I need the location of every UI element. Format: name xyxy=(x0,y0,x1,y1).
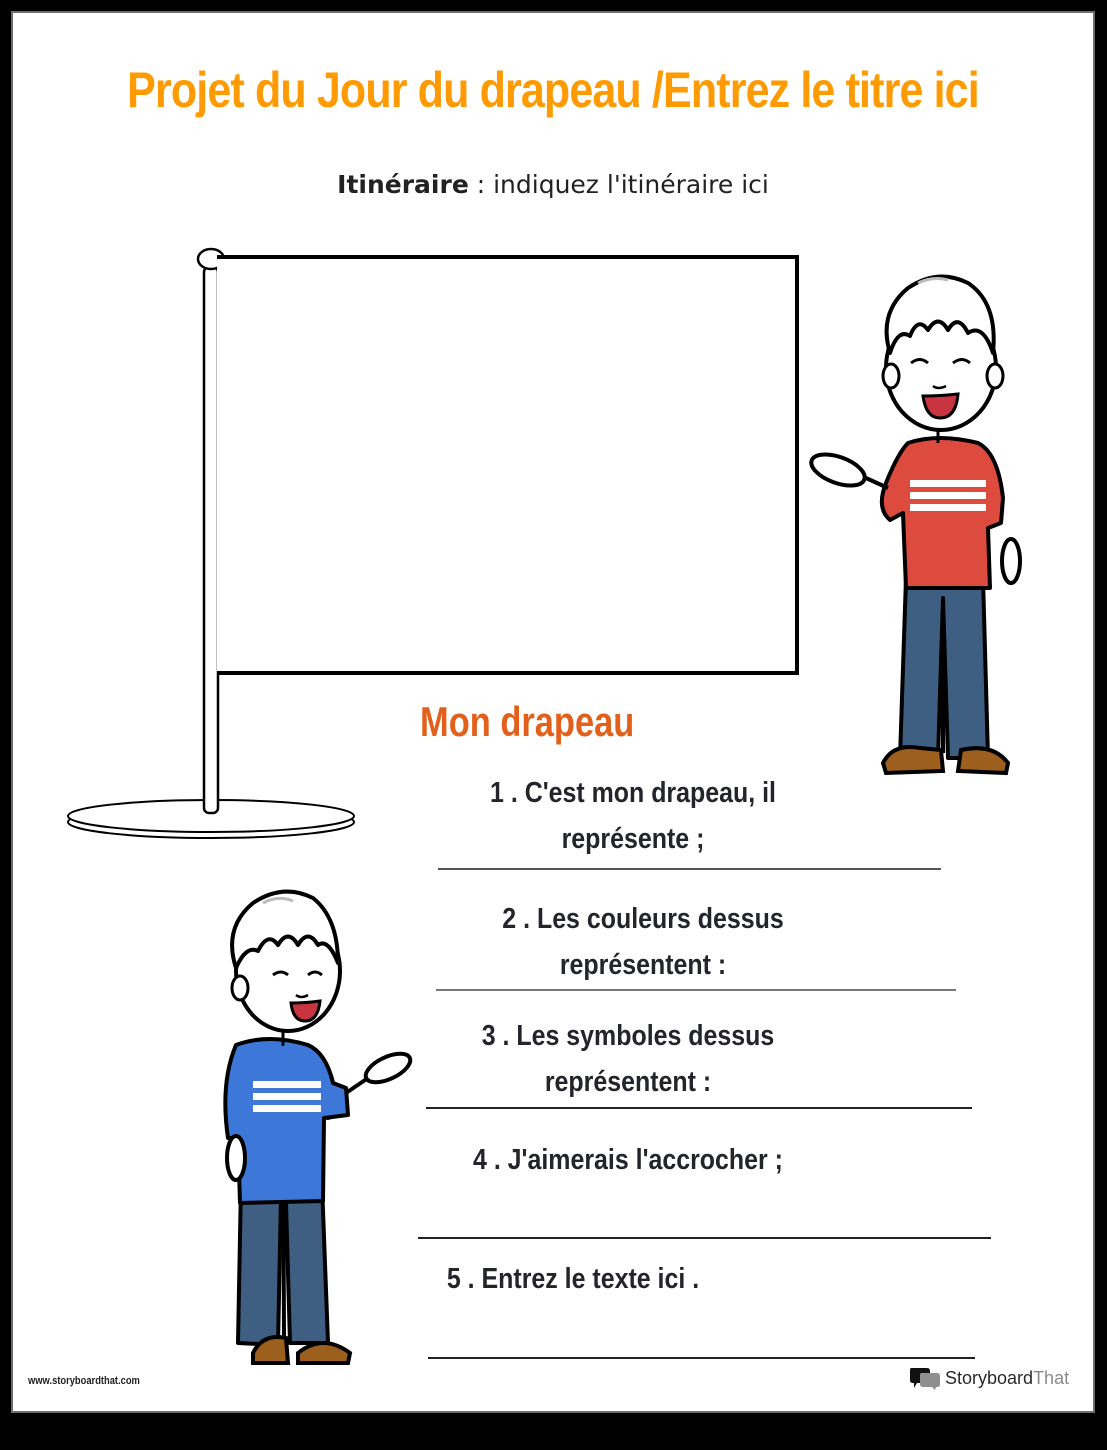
speech-bubbles-icon xyxy=(909,1366,941,1390)
question-3[interactable] xyxy=(408,1013,848,1105)
question-5[interactable] xyxy=(363,1256,783,1302)
footer-url[interactable]: www.storyboardthat.com xyxy=(28,1375,140,1387)
answer-line-3[interactable] xyxy=(426,1107,972,1109)
itinerary-value[interactable]: indiquez l'itinéraire ici xyxy=(493,170,769,199)
logo-text: StoryboardThat xyxy=(945,1367,1070,1388)
worksheet-page xyxy=(11,11,1095,1413)
question-3-line-1: 3 . Les symboles dessus xyxy=(481,1020,775,1052)
question-2-line-1: 2 . Les couleurs dessus xyxy=(502,903,784,935)
itinerary-separator: : xyxy=(468,170,494,199)
question-2[interactable] xyxy=(423,896,863,981)
answer-line-4[interactable] xyxy=(418,1237,991,1239)
question-1[interactable] xyxy=(413,770,853,862)
itinerary-label: Itinéraire xyxy=(337,170,469,199)
page-title[interactable]: Projet du Jour du drapeau /Entrez le titre ici xyxy=(127,62,979,118)
boy-blue-shirt-illustration xyxy=(198,883,413,1383)
question-1-line-1: 1 . C'est mon drapeau, il xyxy=(490,777,776,809)
question-4-line-1: 4 . J'aimerais l'accrocher ; xyxy=(473,1144,783,1176)
question-1-line-2: représente ; xyxy=(561,823,705,855)
question-4[interactable] xyxy=(408,1137,848,1183)
answer-line-5[interactable] xyxy=(428,1357,975,1359)
flag-pole-icon xyxy=(204,267,218,813)
boy-red-shirt-illustration xyxy=(798,258,1028,783)
flag-drawing-area[interactable] xyxy=(217,255,799,675)
question-3-line-2: représentent : xyxy=(544,1066,712,1098)
answer-line-2[interactable] xyxy=(436,989,956,991)
question-2-line-2: représentent : xyxy=(559,949,727,981)
section-heading[interactable]: Mon drapeau xyxy=(420,698,635,745)
answer-line-1[interactable] xyxy=(438,868,941,870)
storyboardthat-logo[interactable] xyxy=(909,1366,1069,1390)
question-5-line-1: 5 . Entrez le texte ici . xyxy=(446,1263,700,1295)
